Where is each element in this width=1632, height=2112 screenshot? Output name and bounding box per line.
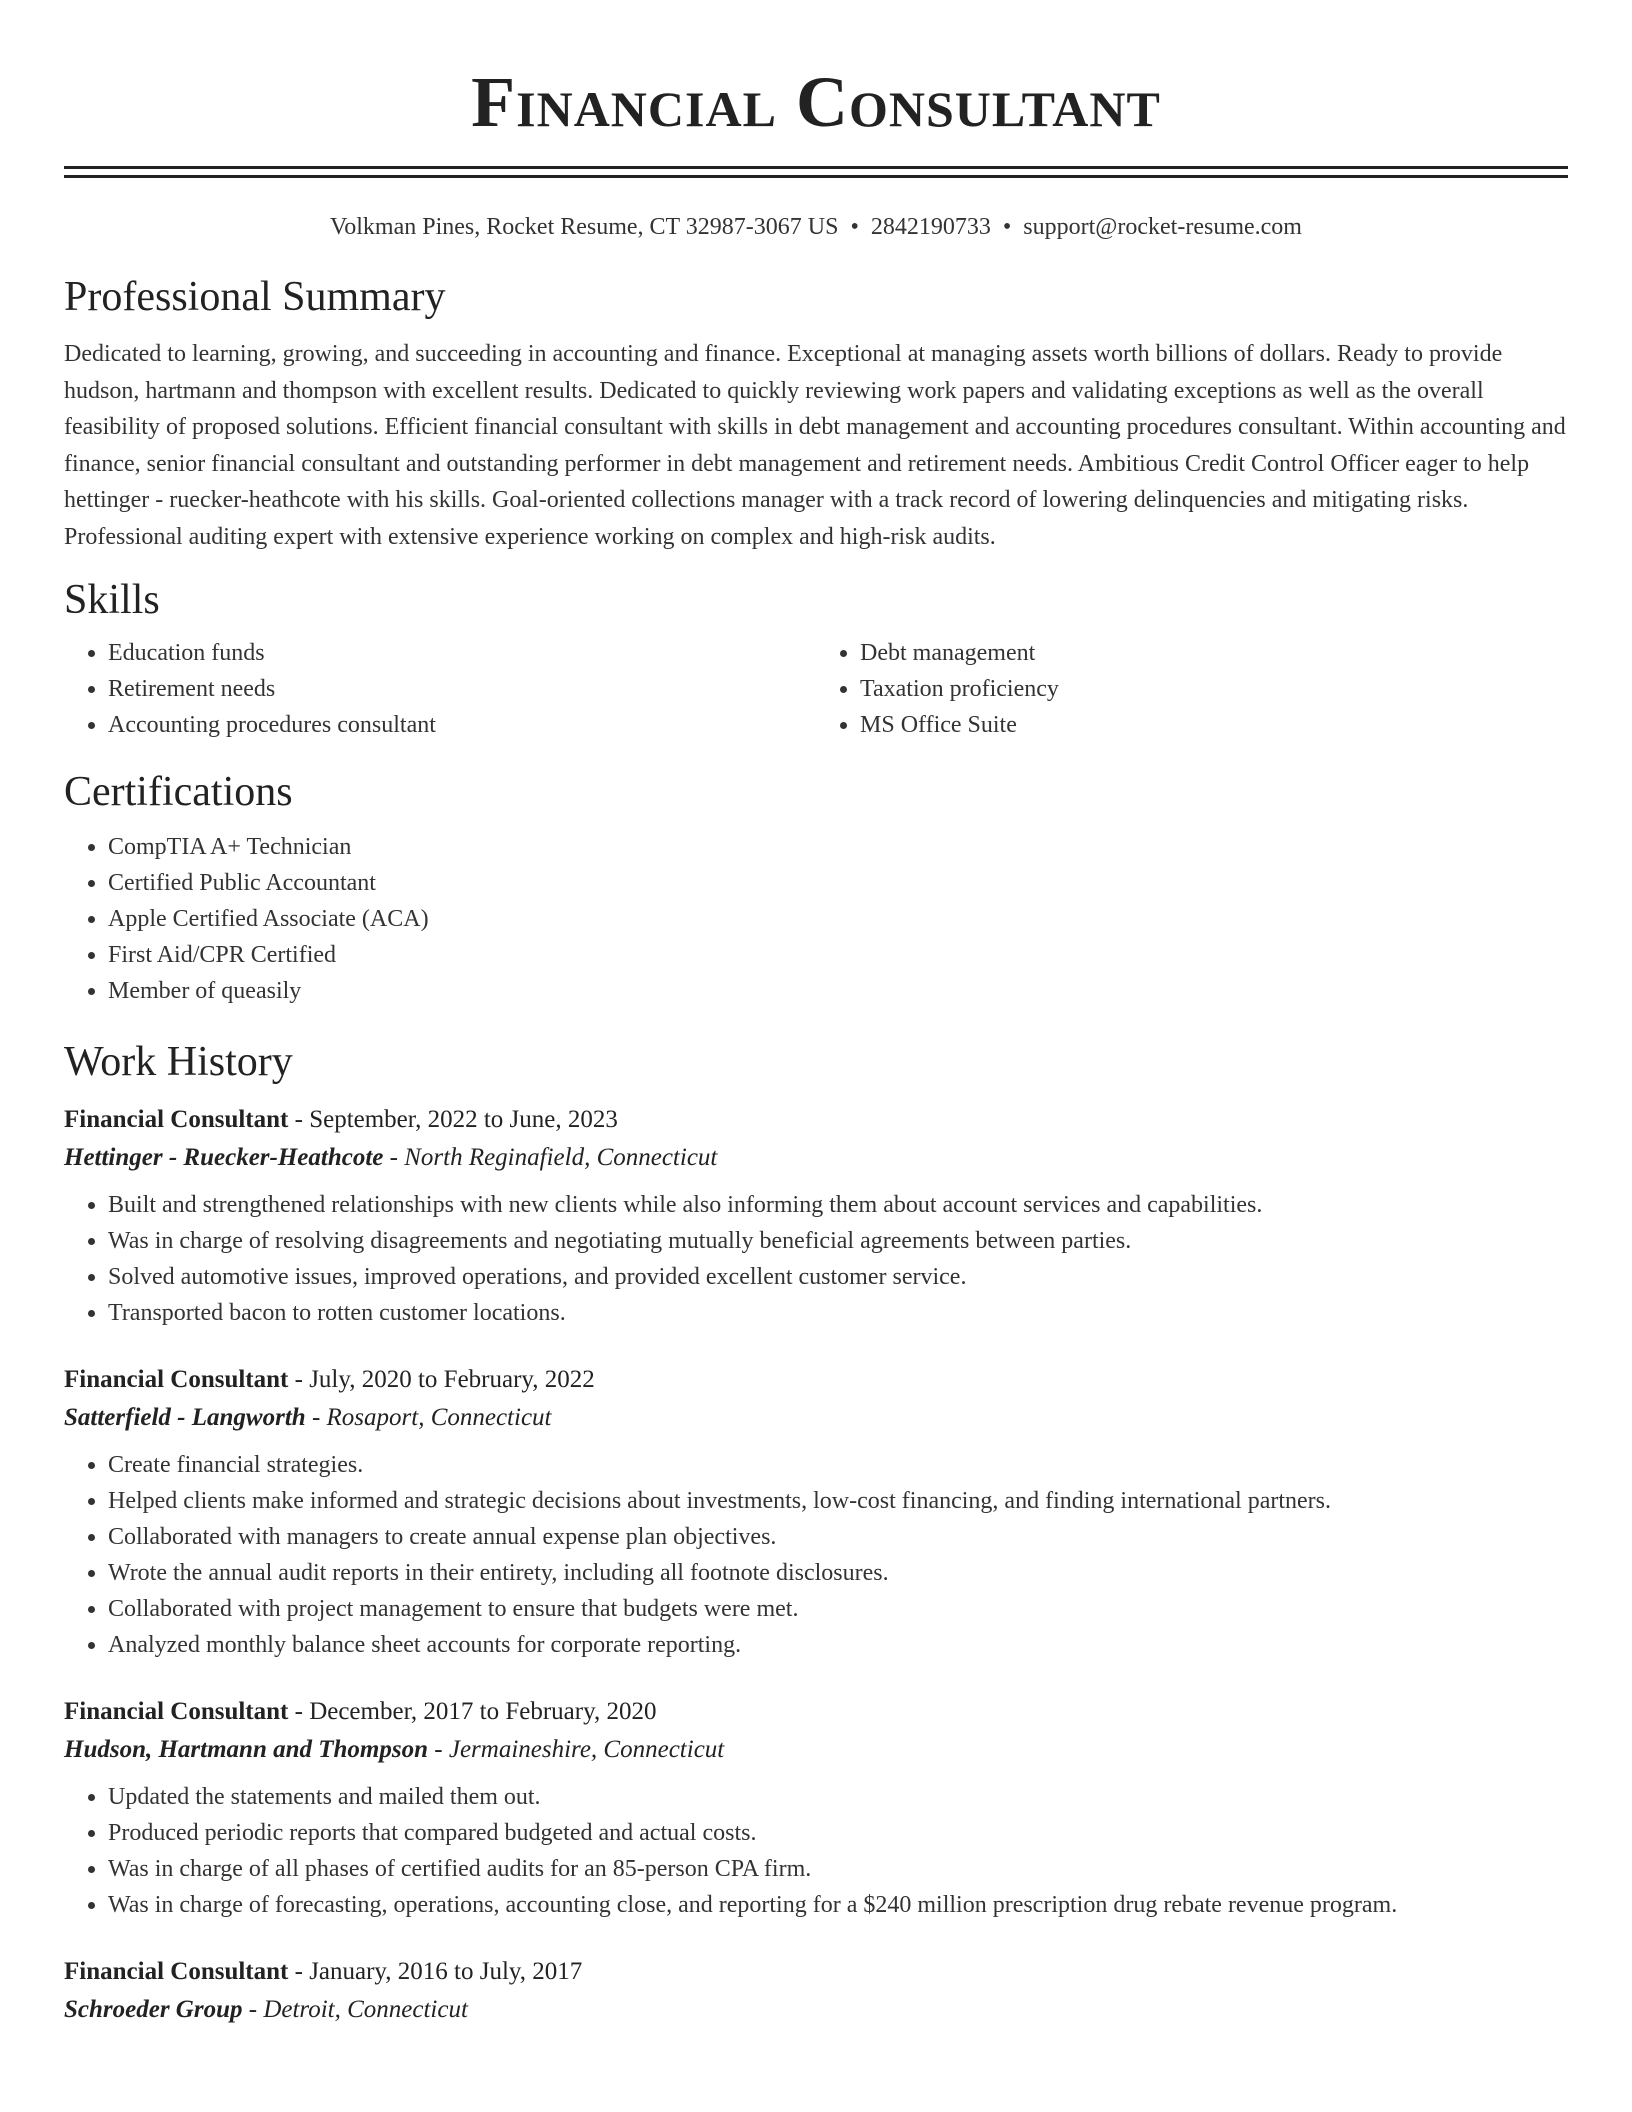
job-title-line <box>64 1693 1568 1731</box>
job-bullet: • Built and strengthened relationships with new clients while also informing them about account services and capabilities. <box>108 1187 1568 1223</box>
resume-name-title: Financial Consultant <box>471 62 1161 142</box>
job-bullet: • Was in charge of resolving disagreements and negotiating mutually beneficial agreements between parties. <box>108 1223 1568 1259</box>
job-dash: - <box>428 1736 449 1763</box>
job-entry <box>64 1361 1568 1663</box>
job-company: Hettinger - Ruecker-Heathcote <box>64 1144 384 1171</box>
certifications-section <box>64 767 1568 1009</box>
skill-item: • Taxation proficiency <box>860 671 1568 707</box>
skills-list-left <box>64 635 816 743</box>
job-company: Hudson, Hartmann and Thompson <box>64 1736 429 1763</box>
job-entry <box>64 1693 1568 1923</box>
summary-text: Dedicated to learning, growing, and succeeding in accounting and finance. Exceptional at managing assets worth billions of dollars. Ready to provide hudson, hartmann and thompson with excellent results. Dedicated to quickly reviewing work papers and validating exceptions as well as the overall feasibility of proposed solutions. Efficient financial consultant with skills in debt management and accounting procedures consultant. Within accounting and finance, senior financial consultant and outstanding performer in debt management and retirement needs. Ambitious Credit Control Officer eager to help hettinger - ruecker-heathcote with his skills. Goal-oriented collections manager with a track record of lowering delinquencies and mitigating risks. Professional auditing expert with extensive experience working on complex and high-risk audits. <box>64 341 1566 550</box>
job-bullet: • Produced periodic reports that compared budgeted and actual costs. <box>108 1815 1568 1851</box>
contact-separator: • <box>1002 214 1012 240</box>
job-bullets <box>64 1447 1568 1663</box>
certification-item: • Certified Public Accountant <box>108 865 1568 901</box>
job-dates: December, 2017 to February, 2020 <box>309 1698 657 1725</box>
job-bullet: • Was in charge of all phases of certified audits for an 85-person CPA firm. <box>108 1851 1568 1887</box>
skill-item: • MS Office Suite <box>860 707 1568 743</box>
work-history-heading: Work History <box>64 1039 293 1085</box>
work-history-section <box>64 1037 1568 2029</box>
contact-email[interactable]: support@rocket-resume.com <box>1023 214 1302 240</box>
job-location: North Reginafield, Connecticut <box>404 1144 718 1171</box>
skill-item: • Education funds <box>108 635 816 671</box>
job-entry <box>64 1101 1568 1331</box>
job-bullet: • Solved automotive issues, improved operations, and provided excellent customer service. <box>108 1259 1568 1295</box>
skills-heading: Skills <box>64 577 160 623</box>
certifications-list <box>64 829 1568 1009</box>
contact-line <box>64 212 1568 242</box>
job-title-line <box>64 1953 1568 1991</box>
skill-item: • Retirement needs <box>108 671 816 707</box>
job-company-line <box>64 1731 1568 1769</box>
job-bullet: • Wrote the annual audit reports in their entirety, including all footnote disclosures. <box>108 1555 1568 1591</box>
job-dash: - <box>288 1698 310 1725</box>
summary-heading: Professional Summary <box>64 274 446 320</box>
job-title-line <box>64 1101 1568 1139</box>
job-bullets <box>64 1779 1568 1923</box>
skills-grid <box>64 635 1568 743</box>
certifications-heading: Certifications <box>64 769 293 815</box>
skill-item: • Debt management <box>860 635 1568 671</box>
job-entry <box>64 1953 1568 2029</box>
job-dash: - <box>305 1404 327 1431</box>
job-dash: - <box>288 1106 310 1133</box>
job-location: Jermaineshire, Connecticut <box>448 1736 725 1763</box>
skill-item: • Accounting procedures consultant <box>108 707 816 743</box>
contact-phone: 2842190733 <box>870 214 991 240</box>
job-company: Schroeder Group <box>64 1996 243 2023</box>
job-company-line <box>64 1399 1568 1437</box>
job-bullet: • Transported bacon to rotten customer locations. <box>108 1295 1568 1331</box>
contact-separator: • <box>850 214 859 240</box>
job-bullets <box>64 1187 1568 1331</box>
contact-address: Volkman Pines, Rocket Resume, CT 32987-3067 US <box>330 214 839 240</box>
certification-item: • Member of queasily <box>108 973 1568 1009</box>
job-bullet: • Create financial strategies. <box>108 1447 1568 1483</box>
job-company: Satterfield - Langworth <box>64 1404 306 1431</box>
job-company-line <box>64 1139 1568 1177</box>
job-dash: - <box>288 1958 310 1985</box>
job-dates: July, 2020 to February, 2022 <box>309 1366 595 1393</box>
job-bullet: • Helped clients make informed and strategic decisions about investments, low-cost financing, and finding international partners. <box>108 1483 1568 1519</box>
job-dash: - <box>383 1144 405 1171</box>
skills-list-right <box>816 635 1568 743</box>
job-bullet: • Analyzed monthly balance sheet accounts for corporate reporting. <box>108 1627 1568 1663</box>
job-dash: - <box>242 1996 264 2023</box>
summary-section <box>64 272 1568 555</box>
job-bullet: • Collaborated with project management to ensure that budgets were met. <box>108 1591 1568 1627</box>
job-dash: - <box>288 1366 310 1393</box>
job-company-line <box>64 1991 1568 2029</box>
job-bullet: • Updated the statements and mailed them out. <box>108 1779 1568 1815</box>
job-title: Financial Consultant <box>64 1106 289 1133</box>
job-title: Financial Consultant <box>64 1958 289 1985</box>
job-bullet: • Collaborated with managers to create annual expense plan objectives. <box>108 1519 1568 1555</box>
header-double-rule <box>64 166 1568 178</box>
job-dates: January, 2016 to July, 2017 <box>309 1958 583 1985</box>
job-dates: September, 2022 to June, 2023 <box>309 1106 618 1133</box>
job-location: Rosaport, Connecticut <box>326 1404 552 1431</box>
job-title: Financial Consultant <box>64 1366 289 1393</box>
job-location: Detroit, Connecticut <box>263 1996 468 2023</box>
certification-item: • Apple Certified Associate (ACA) <box>108 901 1568 937</box>
resume-page <box>64 0 1568 2029</box>
certification-item: • CompTIA A+ Technician <box>108 829 1568 865</box>
certification-item: • First Aid/CPR Certified <box>108 937 1568 973</box>
job-title-line <box>64 1361 1568 1399</box>
job-bullet: • Was in charge of forecasting, operations, accounting close, and reporting for a $240 million prescription drug rebate revenue program. <box>108 1887 1568 1923</box>
skills-section <box>64 575 1568 743</box>
job-title: Financial Consultant <box>64 1698 289 1725</box>
